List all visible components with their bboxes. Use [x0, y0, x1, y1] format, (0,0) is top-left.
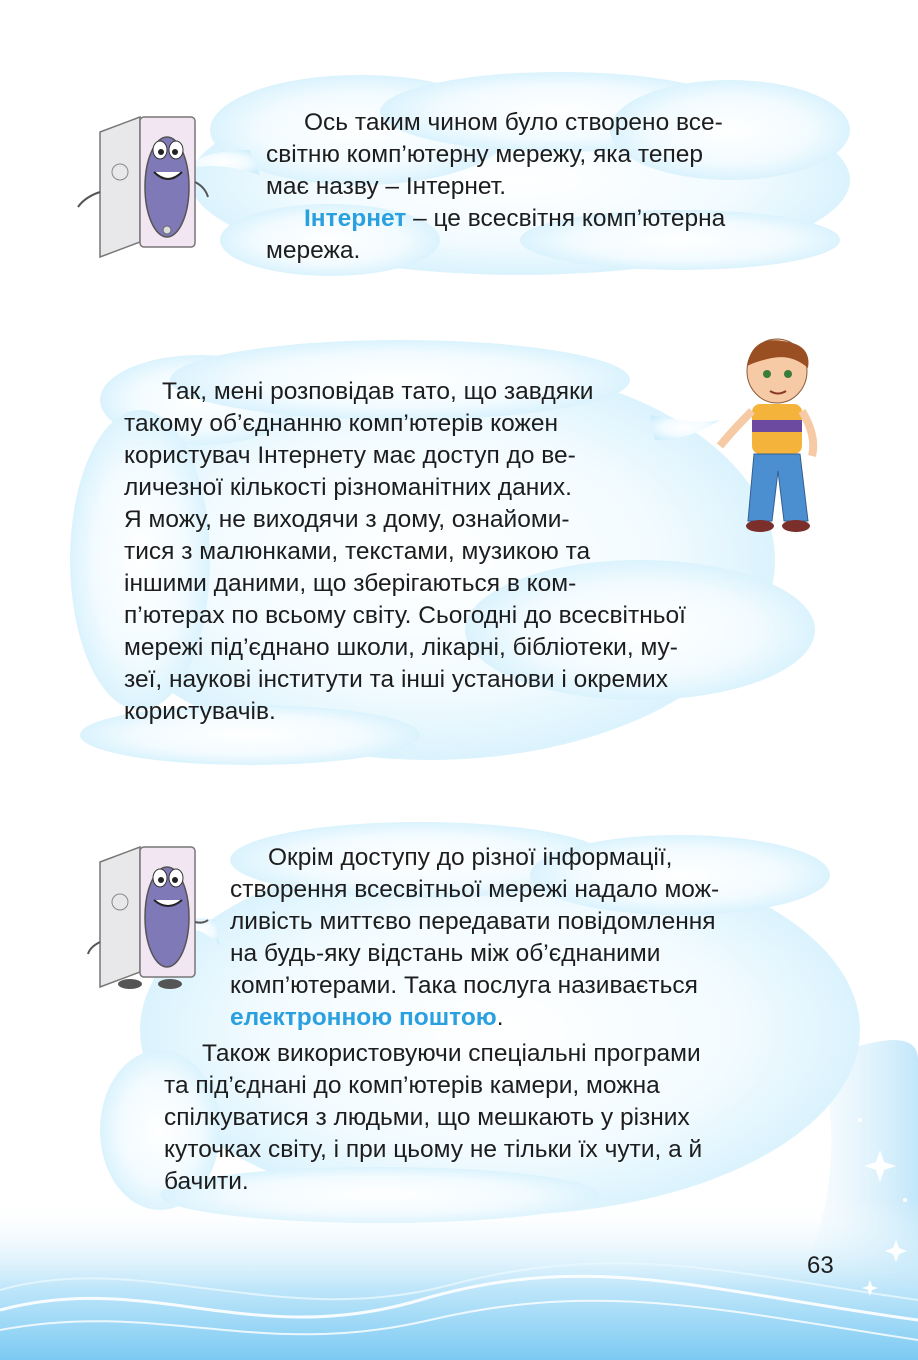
text-line: спілкуватися з людьми, що мешкають у різних	[164, 1104, 690, 1131]
internet-definition	[266, 203, 810, 235]
text-line: Я можу, не виходячи з дому, ознайоми-	[124, 506, 570, 533]
text-line: бачити.	[164, 1168, 249, 1195]
text-line: має назву – Інтернет.	[266, 173, 507, 200]
text-line: куточках світу, і при цьому не тільки їх чути, а й	[164, 1136, 703, 1163]
text-line: Ось таким чином було створено все-	[304, 109, 723, 136]
text-line: користувач Інтернету має доступ до ве-	[124, 442, 576, 469]
text-line: комп’ютерами. Така послуга називається	[230, 972, 698, 999]
text-line: п’ютерах по всьому світу. Сьогодні до всесвітньої	[124, 602, 686, 629]
text-line: мережі під’єднано школи, лікарні, бібліотеки, му-	[124, 634, 678, 661]
intro-internet-text	[266, 107, 810, 267]
definition-text: – це всесвітня комп’ютерна	[406, 205, 726, 232]
text-line: мережа.	[266, 237, 361, 264]
video-call-text	[164, 1038, 796, 1198]
bottom-wave-decoration	[0, 1200, 918, 1360]
text-line: ливість миттєво передавати повідомлення	[230, 908, 716, 935]
text-line: на будь-яку відстань між об’єднаними	[230, 940, 661, 967]
text-line: Так, мені розповідав тато, що завдяки	[162, 378, 594, 405]
text-line: Також використовуючи спеціальні програми	[202, 1040, 701, 1067]
text-line: створення всесвітньої мережі надало мож-	[230, 876, 720, 903]
text-line: личезної кількості різноманітних даних.	[124, 474, 572, 501]
text-line: користувачів.	[124, 698, 276, 725]
email-term-line	[230, 1002, 796, 1034]
page-number: 63	[807, 1252, 834, 1279]
text-line: та під’єднані до комп’ютерів камери, можна	[164, 1072, 660, 1099]
text-line: зеї, наукові інститути та інші установи і окремих	[124, 666, 668, 693]
email-term: електронною поштою	[230, 1004, 497, 1031]
period: .	[496, 1004, 504, 1031]
email-text	[230, 842, 796, 1034]
computer-character-icon	[70, 112, 210, 262]
text-line: світню комп’ютерну мережу, яка тепер	[266, 141, 704, 168]
computer-character-icon	[70, 842, 210, 992]
text-line: такому об’єднанню комп’ютерів кожен	[124, 410, 559, 437]
internet-term: Інтернет	[304, 205, 407, 232]
text-line: Окрім доступу до різної інформації,	[268, 844, 673, 871]
text-line: іншими даними, що зберігаються в ком-	[124, 570, 577, 597]
boy-speech-text	[124, 376, 768, 728]
text-line: тися з малюнками, текстами, музикою та	[124, 538, 591, 565]
